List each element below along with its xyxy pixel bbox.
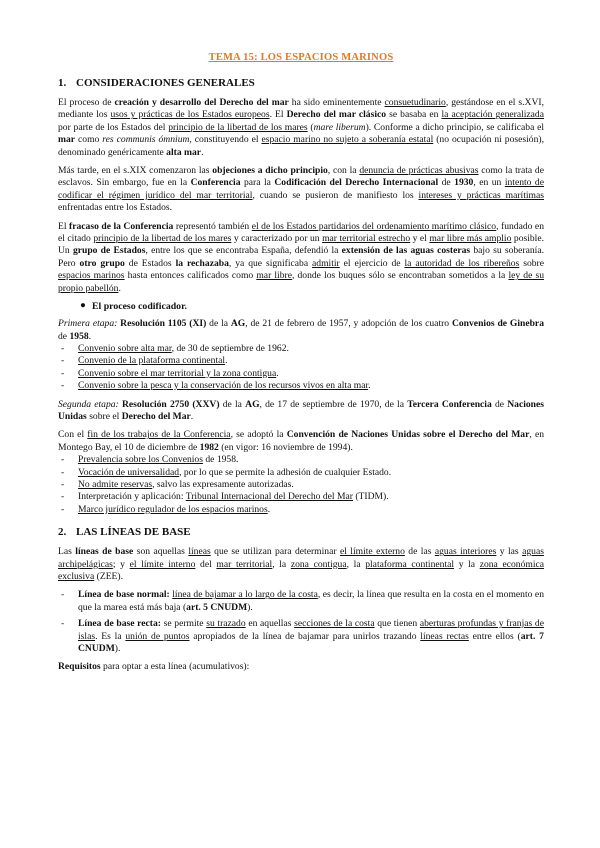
paragraph-derecho-del-mar-clasico: El proceso de creación y desarrollo del Derecho del mar ha sido eminentemente consuetudinario, gestándose en el s.XVI, mediante los usos y prácticas de los Estados europeos. El Derecho del mar clásico se basaba en la aceptación generalizada por parte de los Estados del principio de la libertad de los mares (mare liberum). Conforme a dicho principio, se calificaba el mar como res communis ómnium, constituyendo el espacio marino no sujeto a soberanía estatal (no ocupación ni posesión), denominado genéricamente alta mar. xyxy=(58,97,545,158)
paragraph-lineas-de-base: Las líneas de base son aquellas líneas que se utilizan para determinar el límite externo de las aguas interiores y las aguas archipelágicas; y el límite interno del mar territorial, la zona contigua, la plataforma continental y la zona económica exclusiva (ZEE). xyxy=(58,546,545,582)
bullet-icon: ● xyxy=(80,300,86,312)
paragraph-fracaso-conferencia: El fracaso de la Conferencia representó también el de los Estados partidarios del ordenamiento marítimo clásico, fundado en el citado principio de la libertad de los mares y caracterizado por un mar territorial estrecho y el mar libre más amplio posible. Un grupo de Estados, entre los que se encontraba España, defendió la extensión de las aguas costeras bajo su soberanía. Pero otro grupo de Estados la rechazaba, ya que significaba admitir el ejercicio de la autoridad de los ribereños sobre espacios marinos hasta entonces calificados como mar libre, donde los buques sólo se encontraban sometidos a la ley de su propio pabellón. xyxy=(58,220,545,294)
list-item: - Prevalencia sobre los Convenios de 1958. xyxy=(61,454,239,466)
paragraph-primera-etapa: Primera etapa: Resolución 1105 (XI) de la AG, de 21 de febrero de 1957, y adopción de los cuatro Convenios de Ginebra de 1958. xyxy=(58,318,544,342)
list-convencion-caracteristicas xyxy=(58,454,544,516)
paragraph-segunda-etapa: Segunda etapa: Resolución 2750 (XXV) de la AG, de 17 de septiembre de 1970, de la Tercera Conferencia de Naciones Unidas sobre el Derecho del Mar. xyxy=(58,398,545,422)
list-convenios-ginebra xyxy=(58,343,544,393)
document-title: TEMA 15: LOS ESPACIOS MARINOS xyxy=(208,52,394,63)
paragraph-convencion: Con el fin de los trabajos de la Conferencia, se adoptó la Convención de Naciones Unidas sobre el Derecho del Mar, en Montego Bay, el 10 de diciembre de 1982 (en vigor: 16 noviembre de 1994). xyxy=(58,429,545,453)
list-tipos-linea-de-base xyxy=(58,589,544,655)
list-item: - Convenio sobre alta mar, de 30 de septiembre de 1962. xyxy=(61,342,289,354)
list-item: - Línea de base recta: se permite su trazado en aquellas secciones de la costa que tienen aberturas profundas y franjas de islas. Es la unión de puntos apropiados de la línea de bajamar para unirlos trazando líneas rectas entre ellos (art. 7 CNUDM). xyxy=(61,618,544,655)
list-item: - No admite reservas, salvo las expresamente autorizadas. xyxy=(61,478,294,490)
subheading-proceso-codificador: ● El proceso codificador. xyxy=(80,300,187,313)
list-item: - Convenio sobre la pesca y la conservación de los recursos vivos en alta mar. xyxy=(61,380,371,392)
section-heading-1: 1. CONSIDERACIONES GENERALES xyxy=(58,77,255,89)
list-item: - Convenio de la plataforma continental. xyxy=(61,355,228,367)
paragraph-requisitos: Requisitos para optar a esta línea (acumulativos): xyxy=(58,661,250,673)
list-item: - Interpretación y aplicación: Tribunal Internacional del Derecho del Mar (TIDM). xyxy=(61,491,389,503)
section-heading-2: 2. LAS LÍNEAS DE BASE xyxy=(58,526,191,539)
list-item: - Línea de base normal: línea de bajamar a lo largo de la costa, es decir, la línea que resulta en la costa en el momento en que la marea está más baja (art. 5 CNUDM). xyxy=(61,589,544,613)
list-item: - Vocación de universalidad, por lo que se permite la adhesión de cualquier Estado. xyxy=(61,466,392,478)
list-item: - Convenio sobre el mar territorial y la zona contigua. xyxy=(61,367,279,379)
list-item: - Marco jurídico regulador de los espacios marinos. xyxy=(61,503,271,515)
paragraph-objeciones: Más tarde, en el s.XIX comenzaron las objeciones a dicho principio, con la denuncia de prácticas abusivas como la trata de esclavos. Sin embargo, fue en la Conferencia para la Codificación del Derecho Internacional de 1930, en un intento de codificar el régimen jurídico del mar territorial, cuando se pusieron de manifiesto los intereses y prácticas marítimas enfrentadas entre los Estados. xyxy=(58,165,544,214)
